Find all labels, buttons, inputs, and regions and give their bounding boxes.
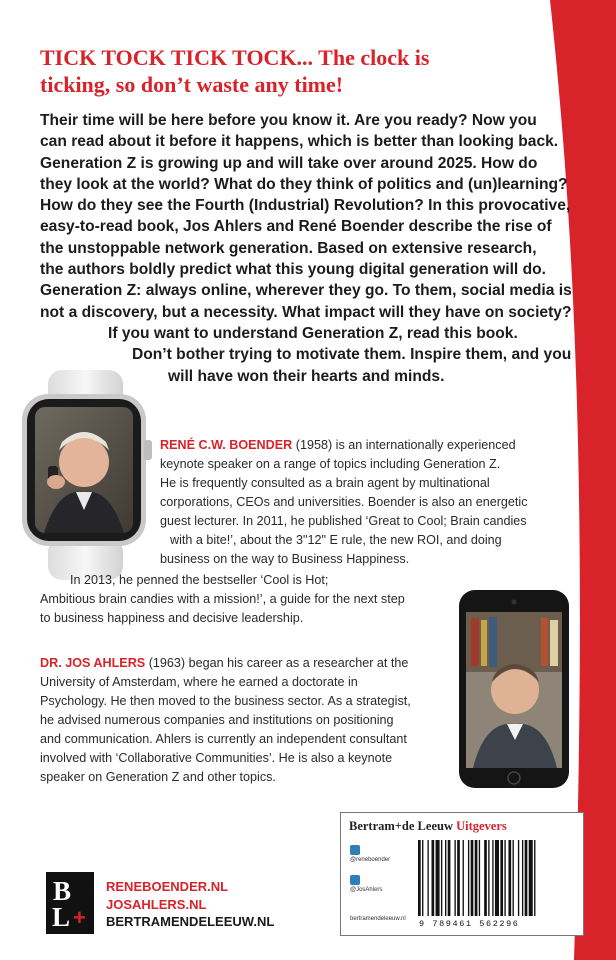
bio-line: and communication. Ahlers is currently an independent consultant [40, 732, 407, 746]
url-reneboender[interactable]: RENEBOENDER.NL [106, 879, 229, 894]
intro-line: they look at the world? What do they think of politics and (un)learning? [40, 175, 568, 193]
headline [40, 44, 460, 98]
intro-line: Don’t bother trying to motivate them. Inspire them, and you [132, 346, 572, 364]
headline-line-1: TICK TOCK TICK TOCK... The clock is [40, 45, 430, 70]
bio-line: He is frequently consulted as a brain agent by multinational [160, 476, 490, 490]
intro-line: How do they see the Fourth (Industrial) Revolution? In this provocative, [40, 197, 571, 215]
smartphone-portrait-image [457, 590, 577, 795]
bio-boender [160, 436, 528, 569]
bio-line: (1958) is an internationally experienced [292, 438, 516, 452]
intro-line: Generation Z: always online, wherever they go. To them, social media is [40, 282, 572, 300]
intro-line: Generation Z is growing up and will take over around 2025. How do [40, 154, 538, 172]
intro-line: not a discovery, but a necessity. What impact will they have on society? [40, 303, 572, 321]
bio-line: guest lecturer. In 2011, he published ‘Great to Cool; Brain candies [160, 514, 527, 528]
publisher-logo: B L + [46, 872, 94, 934]
bio-ahlers [40, 654, 411, 787]
bio-line: University of Amsterdam, where he earned a doctorate in [40, 675, 358, 689]
boender-name: RENÉ C.W. BOENDER [160, 438, 293, 452]
bio-line: keynote speaker on a range of topics including Generation Z. [160, 457, 501, 471]
bio-line: Ambitious brain candies with a mission!’, a guide for the next step [40, 592, 405, 606]
bio-line: to business happiness and decisive leadership. [40, 611, 304, 625]
intro-line: If you want to understand Generation Z, read this book. [108, 324, 518, 342]
bio-boender-continued [40, 571, 405, 628]
bio-line: involved with ‘Collaborative Communities’. He is also a keynote [40, 751, 393, 765]
twitter-handle-ahlers: @JosAhlers [350, 875, 382, 893]
intro-line: will have won their hearts and minds. [168, 367, 445, 385]
isbn-number: 9 789461 562296 [419, 919, 520, 929]
intro-line: the authors boldly predict what this young digital generation will do. [40, 261, 546, 279]
intro-line: can read about it before it happens, which is better than looking back. [40, 133, 559, 151]
twitter-handle-boender: @reneboender [350, 845, 390, 863]
barcode [416, 840, 576, 918]
twitter-icon [350, 845, 360, 855]
publisher-brand: Bertram+de Leeuw Uitgevers [349, 819, 507, 833]
intro-line: the unstoppable network generation. Based on extensive research, [40, 239, 537, 257]
bio-line: (1963) began his career as a researcher at the [145, 656, 409, 670]
twitter-icon [350, 875, 360, 885]
bio-line: In 2013, he penned the bestseller ‘Cool is Hot; [70, 573, 329, 587]
website-links [106, 878, 274, 931]
publisher-site: bertramendeleeuw.nl [350, 916, 406, 922]
intro-paragraph [40, 110, 585, 387]
bio-line: speaker on Generation Z and other topics. [40, 770, 276, 784]
intro-line: easy-to-read book, Jos Ahlers and René Boender describe the rise of [40, 218, 552, 236]
bio-line: Psychology. He then moved to the business sector. As a strategist, [40, 694, 411, 708]
bio-line: with a bite!’, about the 3"12" E rule, the new ROI, and doing [170, 533, 502, 547]
bio-line: he advised numerous companies and institutions on positioning [40, 713, 394, 727]
headline-line-2: ticking, so don’t waste any time! [40, 72, 344, 97]
intro-line: Their time will be here before you know it. Are you ready? Now you [40, 112, 537, 129]
bio-line: business on the way to Business Happiness. [160, 552, 410, 566]
ahlers-name: DR. JOS AHLERS [40, 656, 146, 670]
publisher-barcode-box [340, 812, 584, 936]
bio-line: corporations, CEOs and universities. Boender is also an energetic [160, 495, 528, 509]
smartwatch-portrait-image [18, 370, 153, 585]
url-bertramendeleeuw[interactable]: BERTRAMENDELEEUW.NL [106, 914, 275, 929]
url-josahlers[interactable]: JOSAHLERS.NL [106, 896, 207, 912]
